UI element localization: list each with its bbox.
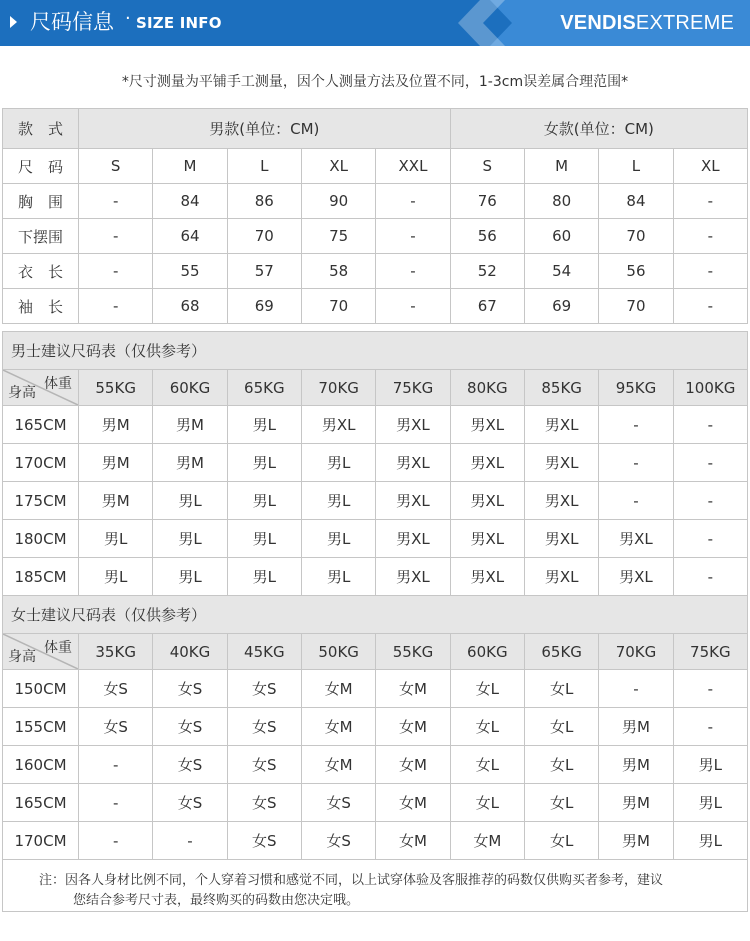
men-weight-cell: 80KG	[450, 370, 524, 406]
measure-row	[3, 219, 748, 254]
women-recommend-cell: 女S	[227, 746, 301, 784]
measure-label: 袖 长	[3, 289, 79, 324]
men-recommend-cell: -	[599, 444, 673, 482]
measure-value: -	[79, 184, 153, 219]
measure-value: 90	[301, 184, 375, 219]
measure-value: 80	[524, 184, 598, 219]
size-table	[2, 108, 748, 324]
men-height-cell: 175CM	[3, 482, 79, 520]
women-size-cell: L	[599, 149, 673, 184]
women-recommend-cell: 男L	[673, 784, 747, 822]
women-recommend-cell: 女L	[450, 784, 524, 822]
women-weight-cell: 65KG	[524, 634, 598, 670]
style-label: 款 式	[3, 109, 79, 149]
men-recommend-cell: -	[599, 406, 673, 444]
women-recommend-cell: 女M	[301, 708, 375, 746]
title-arrow-icon	[10, 16, 17, 28]
men-recommend-cell: 男M	[79, 406, 153, 444]
measure-value: 52	[450, 254, 524, 289]
men-recommend-cell: 男L	[153, 482, 227, 520]
men-recommend-cell: 男XL	[376, 406, 450, 444]
measure-value: 58	[301, 254, 375, 289]
recommendation-table	[2, 331, 748, 860]
measure-value: 84	[153, 184, 227, 219]
women-weight-cell: 40KG	[153, 634, 227, 670]
men-height-cell: 185CM	[3, 558, 79, 596]
men-weight-cell: 60KG	[153, 370, 227, 406]
measure-value: 70	[301, 289, 375, 324]
measure-value: 67	[450, 289, 524, 324]
men-recommend-cell: -	[673, 444, 747, 482]
men-size-cell: S	[79, 149, 153, 184]
women-recommend-cell: -	[673, 670, 747, 708]
men-recommend-cell: 男L	[79, 520, 153, 558]
women-section-row	[3, 596, 748, 634]
size-row-label: 尺 码	[3, 149, 79, 184]
women-recommend-cell: -	[673, 708, 747, 746]
women-weight-label: 体重	[44, 640, 72, 656]
measurement-note: *尺寸测量为平铺手工测量，因个人测量方法及位置不同，1-3cm误差属合理范围*	[121, 74, 629, 90]
men-recommend-cell: 男XL	[450, 520, 524, 558]
men-recommend-cell: 男M	[153, 444, 227, 482]
men-recommend-cell: 男XL	[599, 520, 673, 558]
men-height-cell: 170CM	[3, 444, 79, 482]
men-recommend-cell: 男XL	[524, 482, 598, 520]
measure-value: 70	[599, 289, 673, 324]
men-height-row	[3, 558, 748, 596]
measure-label: 胸 围	[3, 184, 79, 219]
men-recommend-cell: 男XL	[376, 444, 450, 482]
women-recommend-cell: 女M	[376, 822, 450, 860]
header-dot: ·	[125, 8, 131, 29]
men-recommend-cell: 男XL	[450, 482, 524, 520]
measure-value: 86	[227, 184, 301, 219]
women-height-row	[3, 822, 748, 860]
men-recommend-cell: 男XL	[524, 406, 598, 444]
men-recommend-cell: -	[673, 406, 747, 444]
women-recommend-cell: 女M	[376, 708, 450, 746]
measure-row	[3, 184, 748, 219]
men-recommend-cell: 男L	[301, 520, 375, 558]
women-recommend-cell: 女S	[79, 708, 153, 746]
measure-value: -	[673, 219, 747, 254]
men-header: 男款(单位：CM)	[79, 109, 451, 149]
men-size-cell: L	[227, 149, 301, 184]
men-recommend-cell: 男XL	[450, 406, 524, 444]
men-weight-cell: 95KG	[599, 370, 673, 406]
women-weight-cell: 70KG	[599, 634, 673, 670]
men-recommend-cell: 男L	[227, 558, 301, 596]
men-recommend-cell: 男XL	[376, 520, 450, 558]
men-recommend-cell: -	[599, 482, 673, 520]
women-weight-cell: 35KG	[79, 634, 153, 670]
women-recommend-cell: 女S	[153, 708, 227, 746]
men-height-cell: 180CM	[3, 520, 79, 558]
women-recommend-cell: -	[153, 822, 227, 860]
men-weight-cell: 65KG	[227, 370, 301, 406]
women-section-title: 女士建议尺码表（仅供参考）	[3, 596, 748, 634]
men-height-label: 身高	[8, 385, 36, 401]
measure-value: -	[673, 254, 747, 289]
measure-value: 64	[153, 219, 227, 254]
women-recommend-cell: 男L	[673, 822, 747, 860]
men-height-row	[3, 444, 748, 482]
measure-value: 75	[301, 219, 375, 254]
women-header: 女款(单位：CM)	[450, 109, 747, 149]
men-recommend-cell: 男XL	[524, 558, 598, 596]
women-height-row	[3, 708, 748, 746]
women-recommend-cell: 男M	[599, 708, 673, 746]
page-header	[0, 0, 750, 46]
measure-value: 54	[524, 254, 598, 289]
measure-value: 57	[227, 254, 301, 289]
men-corner-cell	[3, 370, 79, 406]
women-recommend-cell: 女M	[450, 822, 524, 860]
men-recommend-cell: -	[673, 482, 747, 520]
women-height-row	[3, 746, 748, 784]
women-recommend-cell: 女S	[227, 784, 301, 822]
women-recommend-cell: 男M	[599, 784, 673, 822]
men-height-row	[3, 520, 748, 558]
women-weight-cell: 60KG	[450, 634, 524, 670]
women-height-label: 身高	[8, 649, 36, 665]
men-recommend-cell: 男L	[227, 520, 301, 558]
measure-label: 下摆围	[3, 219, 79, 254]
measure-row	[3, 254, 748, 289]
men-weight-cell: 55KG	[79, 370, 153, 406]
men-weight-cell: 100KG	[673, 370, 747, 406]
men-weight-row	[3, 370, 748, 406]
women-recommend-cell: 女M	[301, 746, 375, 784]
women-height-row	[3, 670, 748, 708]
women-recommend-cell: 女L	[524, 670, 598, 708]
measure-value: 70	[599, 219, 673, 254]
men-recommend-cell: 男L	[153, 520, 227, 558]
measure-value: -	[673, 289, 747, 324]
women-recommend-cell: 女M	[301, 670, 375, 708]
measure-value: -	[376, 254, 450, 289]
women-weight-cell: 45KG	[227, 634, 301, 670]
women-recommend-cell: 女M	[376, 784, 450, 822]
measure-value: 76	[450, 184, 524, 219]
men-section-row	[3, 332, 748, 370]
measure-value: 69	[227, 289, 301, 324]
measure-value: -	[376, 219, 450, 254]
men-size-cell: M	[153, 149, 227, 184]
men-height-row	[3, 482, 748, 520]
women-recommend-cell: -	[79, 822, 153, 860]
measure-value: -	[79, 289, 153, 324]
women-recommend-cell: 女L	[450, 746, 524, 784]
women-weight-row	[3, 634, 748, 670]
measure-value: -	[376, 289, 450, 324]
women-recommend-cell: 女S	[153, 746, 227, 784]
brand-logo-bold: VENDIS	[560, 12, 636, 34]
measure-value: 56	[450, 219, 524, 254]
women-recommend-cell: 女L	[450, 670, 524, 708]
women-height-cell: 170CM	[3, 822, 79, 860]
women-recommend-cell: 女S	[79, 670, 153, 708]
men-size-cell: XL	[301, 149, 375, 184]
measure-value: 60	[524, 219, 598, 254]
men-recommend-cell: 男M	[79, 482, 153, 520]
women-weight-cell: 75KG	[673, 634, 747, 670]
women-recommend-cell: 女L	[524, 822, 598, 860]
men-section-title: 男士建议尺码表（仅供参考）	[3, 332, 748, 370]
women-weight-cell: 50KG	[301, 634, 375, 670]
women-height-cell: 160CM	[3, 746, 79, 784]
men-height-row	[3, 406, 748, 444]
men-size-cell: XXL	[376, 149, 450, 184]
women-size-cell: M	[524, 149, 598, 184]
women-corner-cell	[3, 634, 79, 670]
men-recommend-cell: -	[673, 558, 747, 596]
men-weight-cell: 70KG	[301, 370, 375, 406]
women-recommend-cell: -	[79, 784, 153, 822]
men-recommend-cell: 男L	[301, 558, 375, 596]
women-recommend-cell: -	[79, 746, 153, 784]
men-recommend-cell: 男XL	[599, 558, 673, 596]
women-recommend-cell: 女L	[450, 708, 524, 746]
measure-value: -	[376, 184, 450, 219]
header-subtitle: SIZE INFO	[136, 14, 222, 32]
men-recommend-cell: 男XL	[376, 482, 450, 520]
measure-value: -	[79, 254, 153, 289]
men-recommend-cell: 男L	[227, 482, 301, 520]
men-recommend-cell: 男L	[227, 406, 301, 444]
women-recommend-cell: 女S	[227, 708, 301, 746]
men-recommend-cell: 男L	[227, 444, 301, 482]
measure-value: 68	[153, 289, 227, 324]
women-recommend-cell: 女L	[524, 784, 598, 822]
women-recommend-cell: 女L	[524, 746, 598, 784]
men-height-cell: 165CM	[3, 406, 79, 444]
men-recommend-cell: 男XL	[524, 444, 598, 482]
women-weight-cell: 55KG	[376, 634, 450, 670]
men-recommend-cell: 男XL	[450, 444, 524, 482]
men-recommend-cell: 男M	[79, 444, 153, 482]
men-recommend-cell: -	[673, 520, 747, 558]
women-recommend-cell: 女L	[524, 708, 598, 746]
measure-value: 56	[599, 254, 673, 289]
footer-note	[2, 859, 748, 912]
women-recommend-cell: 男M	[599, 746, 673, 784]
women-height-row	[3, 784, 748, 822]
footer-line-2: 您结合参考尺寸表，最终购买的码数由您决定哦。	[73, 893, 360, 908]
measure-value: 69	[524, 289, 598, 324]
measure-label: 衣 长	[3, 254, 79, 289]
brand-logo	[560, 12, 734, 35]
men-recommend-cell: 男XL	[524, 520, 598, 558]
men-recommend-cell: 男L	[301, 482, 375, 520]
women-recommend-cell: 女S	[301, 784, 375, 822]
women-recommend-cell: -	[599, 670, 673, 708]
women-recommend-cell: 女S	[153, 784, 227, 822]
measure-value: -	[673, 184, 747, 219]
header-title: 尺码信息	[30, 10, 114, 34]
men-recommend-cell: 男M	[153, 406, 227, 444]
men-recommend-cell: 男XL	[376, 558, 450, 596]
measure-value: 55	[153, 254, 227, 289]
women-recommend-cell: 女M	[376, 746, 450, 784]
women-recommend-cell: 女S	[153, 670, 227, 708]
men-recommend-cell: 男L	[153, 558, 227, 596]
women-size-cell: XL	[673, 149, 747, 184]
women-recommend-cell: 女S	[227, 822, 301, 860]
women-height-cell: 165CM	[3, 784, 79, 822]
men-recommend-cell: 男XL	[301, 406, 375, 444]
men-weight-label: 体重	[44, 376, 72, 392]
women-recommend-cell: 男M	[599, 822, 673, 860]
women-size-cell: S	[450, 149, 524, 184]
women-height-cell: 150CM	[3, 670, 79, 708]
men-recommend-cell: 男XL	[450, 558, 524, 596]
men-weight-cell: 85KG	[524, 370, 598, 406]
men-recommend-cell: 男L	[79, 558, 153, 596]
measure-value: 70	[227, 219, 301, 254]
women-recommend-cell: 男L	[673, 746, 747, 784]
brand-logo-rest: EXTREME	[635, 12, 734, 34]
men-recommend-cell: 男L	[301, 444, 375, 482]
women-recommend-cell: 女M	[376, 670, 450, 708]
size-row	[3, 149, 748, 184]
measure-value: 84	[599, 184, 673, 219]
women-recommend-cell: 女S	[227, 670, 301, 708]
measure-value: -	[79, 219, 153, 254]
footer-line-1: 注：因各人身材比例不同，个人穿着习惯和感觉不同，以上试穿体验及客服推荐的码数仅供购买者参考，建议	[39, 873, 664, 888]
men-weight-cell: 75KG	[376, 370, 450, 406]
measure-row	[3, 289, 748, 324]
women-height-cell: 155CM	[3, 708, 79, 746]
women-recommend-cell: 女S	[301, 822, 375, 860]
size-table-header-row	[3, 109, 748, 149]
